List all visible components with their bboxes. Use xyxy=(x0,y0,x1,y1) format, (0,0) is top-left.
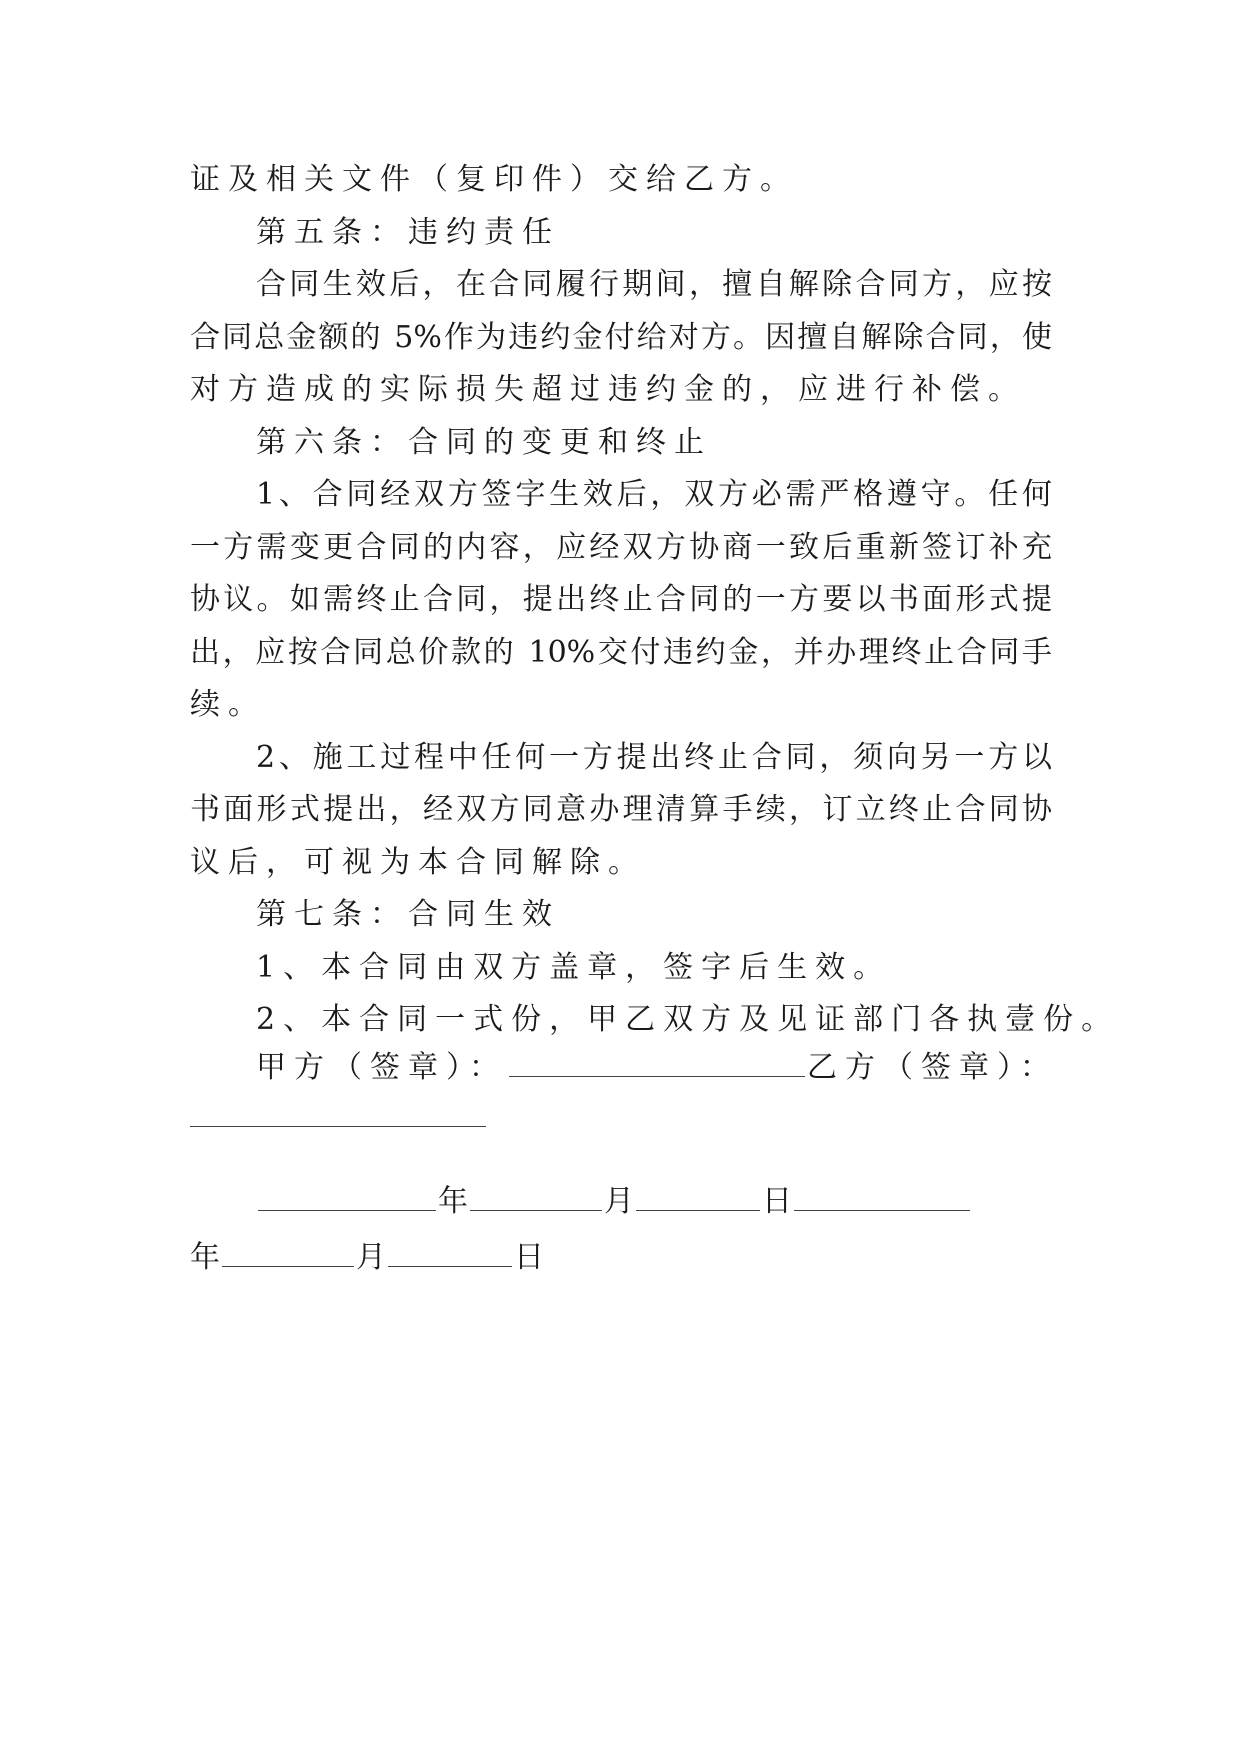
month-label-b: 月 xyxy=(356,1240,386,1275)
year-label-a: 年 xyxy=(438,1184,468,1219)
date-row-b xyxy=(190,1236,544,1276)
text-line: 协议。如需终止合同，提出终止合同的一方要以书面形式提 xyxy=(190,582,1052,617)
text-line: 证及相关文件（复印件）交给乙方。 xyxy=(190,162,798,197)
day-label-a: 日 xyxy=(762,1184,792,1219)
text-line: 续。 xyxy=(190,687,266,722)
text-line: 议后，可视为本合同解除。 xyxy=(190,845,646,880)
party-b-label: 乙方（签章）： xyxy=(807,1050,1058,1085)
text-line: 合同生效后，在合同履行期间，擅自解除合同方，应按 xyxy=(256,267,1052,302)
year-blank-b[interactable] xyxy=(794,1180,970,1211)
text-line: 2、施工过程中任何一方提出终止合同，须向另一方以 xyxy=(256,740,1052,775)
month-label-a: 月 xyxy=(604,1184,634,1219)
party-a-signature-blank[interactable] xyxy=(509,1046,805,1077)
party-b-signature-blank[interactable] xyxy=(190,1126,486,1127)
date-row-a xyxy=(256,1180,972,1220)
month-blank-b[interactable] xyxy=(222,1236,354,1267)
text-line: 2、本合同一式份，甲乙双方及见证部门各执壹份。 xyxy=(256,1002,1120,1037)
signature-row xyxy=(256,1046,1058,1086)
text-line: 一方需变更合同的内容，应经双方协商一致后重新签订补充 xyxy=(190,530,1052,565)
text-line: 第七条：合同生效 xyxy=(256,897,560,932)
year-blank-a[interactable] xyxy=(258,1180,436,1211)
text-line: 出，应按合同总价款的 10%交付违约金，并办理终止合同手 xyxy=(190,635,1052,670)
day-label-b: 日 xyxy=(514,1240,544,1275)
text-line: 第六条：合同的变更和终止 xyxy=(256,425,712,460)
text-line: 对方造成的实际损失超过违约金的，应进行补偿。 xyxy=(190,372,1026,407)
day-blank-b[interactable] xyxy=(388,1236,512,1267)
text-line: 1、合同经双方签字生效后，双方必需严格遵守。任何 xyxy=(256,477,1052,512)
text-line: 第五条：违约责任 xyxy=(256,215,560,250)
year-label-b: 年 xyxy=(190,1240,220,1275)
text-line: 1、本合同由双方盖章，签字后生效。 xyxy=(256,950,892,985)
party-a-label: 甲方（签章）： xyxy=(256,1050,507,1085)
month-blank-a[interactable] xyxy=(470,1180,602,1211)
day-blank-a[interactable] xyxy=(636,1180,760,1211)
text-line: 书面形式提出，经双方同意办理清算手续，订立终止合同协 xyxy=(190,792,1052,827)
text-line: 合同总金额的 5%作为违约金付给对方。因擅自解除合同，使 xyxy=(190,320,1052,355)
